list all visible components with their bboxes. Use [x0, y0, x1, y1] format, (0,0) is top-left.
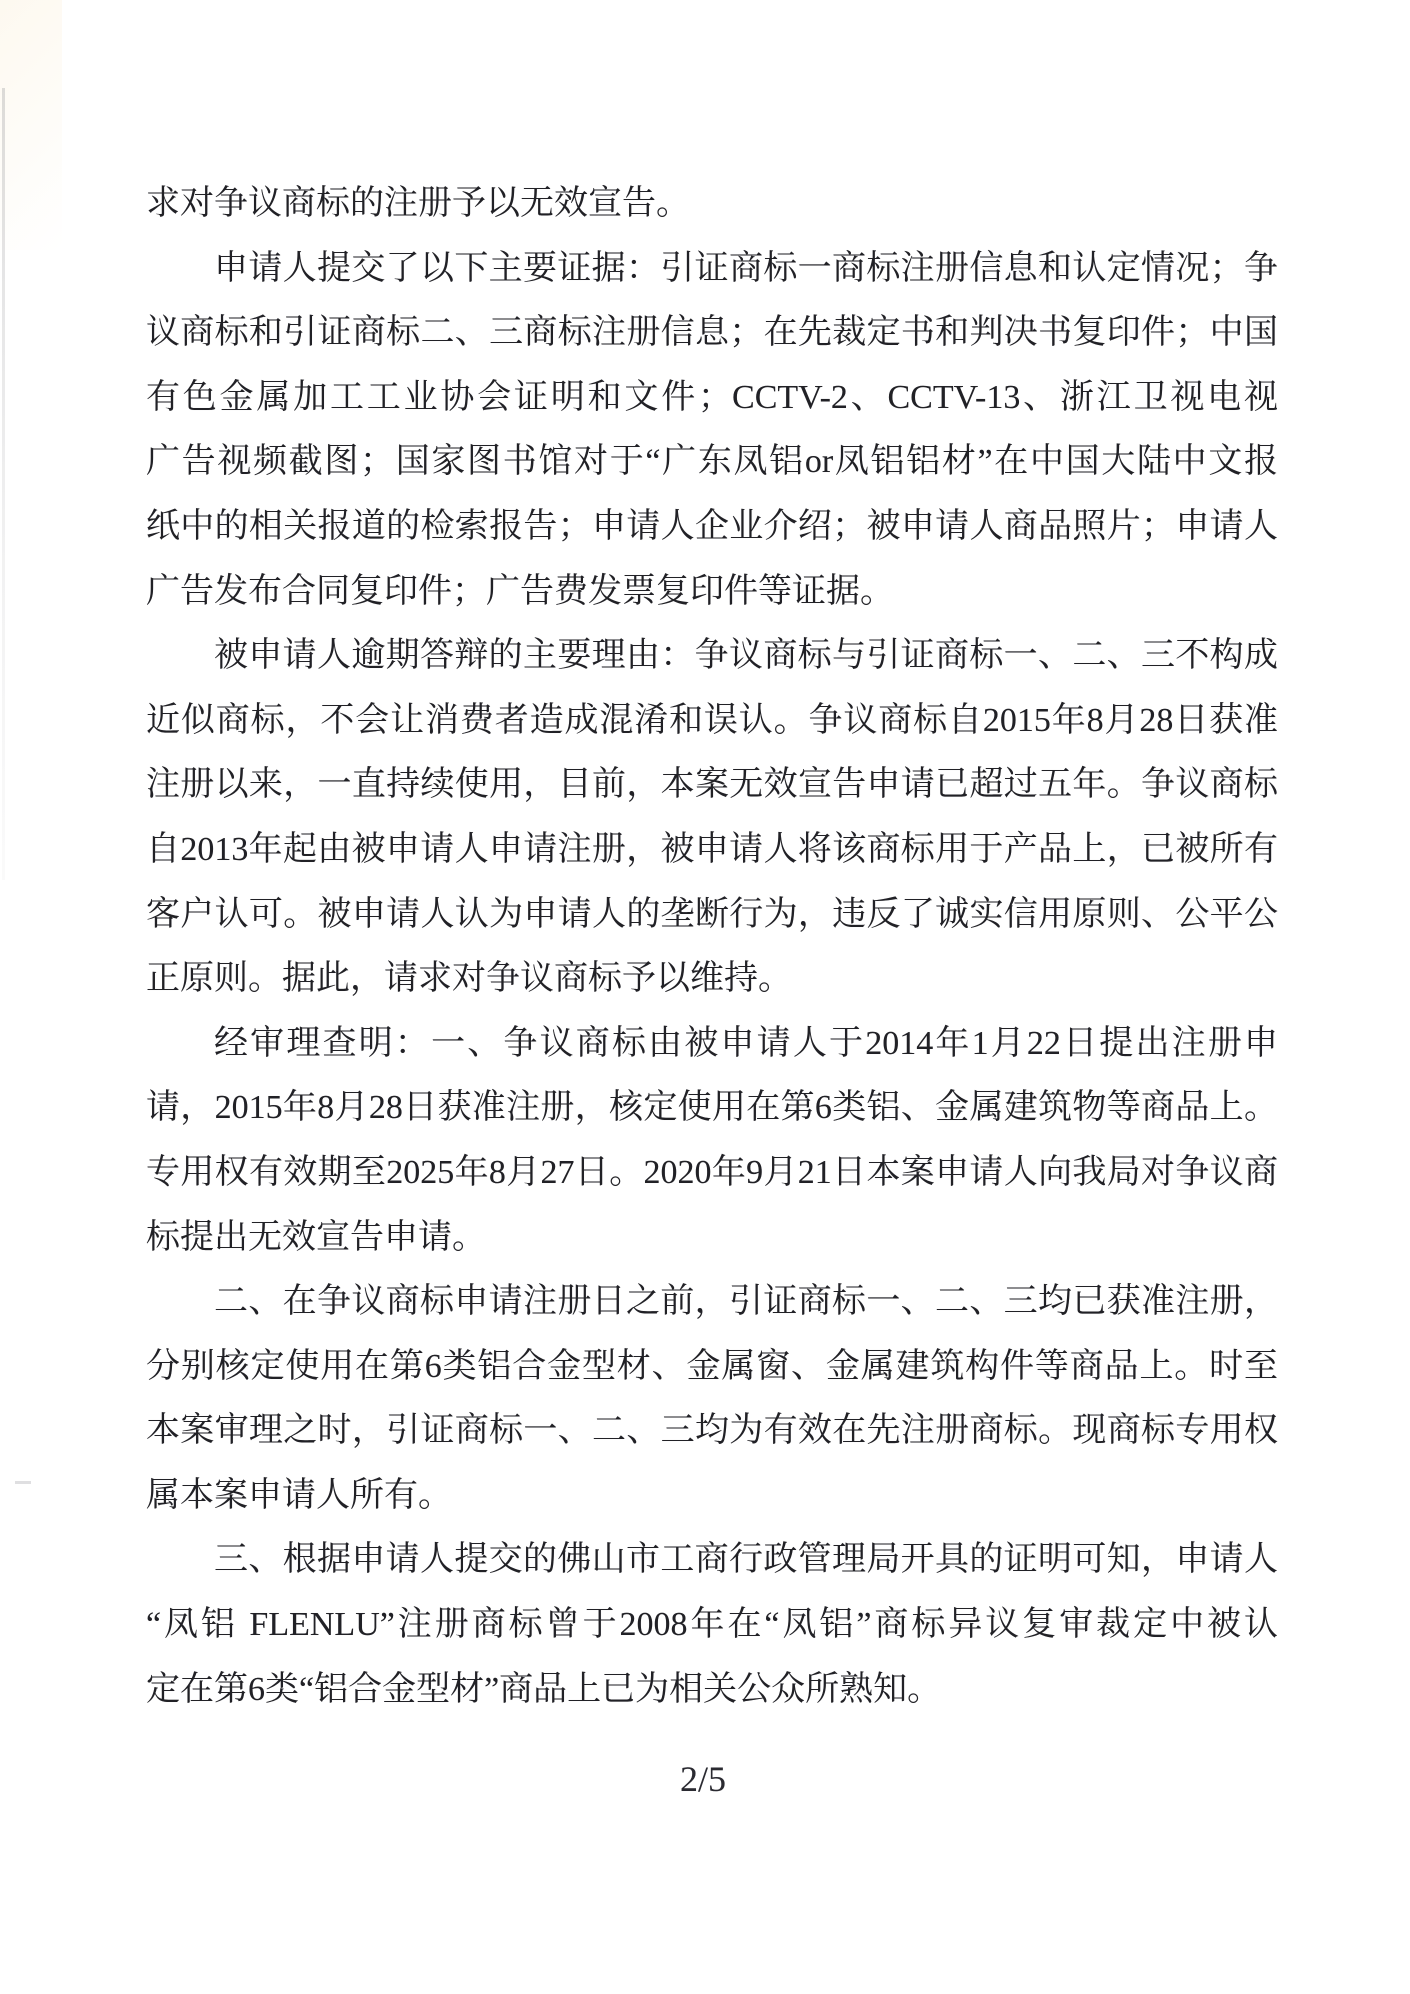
text-line: 经审理查明：一、争议商标由被申请人于2014年1月22日提出注册申	[214, 1024, 1278, 1062]
text-line: 广告视频截图；国家图书馆对于“广东凤铝or凤铝铝材”在中国大陆中文报	[146, 443, 1278, 481]
text-line: 标提出无效宣告申请。	[146, 1218, 486, 1256]
text-line: 被申请人逾期答辩的主要理由：争议商标与引证商标一、二、三不构成	[214, 637, 1278, 675]
text-line: 有色金属加工工业协会证明和文件；CCTV-2、CCTV-13、浙江卫视电视	[146, 378, 1278, 416]
text-line: 属本案申请人所有。	[146, 1476, 452, 1514]
text-line: 议商标和引证商标二、三商标注册信息；在先裁定书和判决书复印件；中国	[146, 314, 1278, 352]
text-line: 申请人提交了以下主要证据：引证商标一商标注册信息和认定情况；争	[214, 249, 1278, 287]
scan-artifact-corner-tint	[0, 0, 62, 250]
text-line: 三、根据申请人提交的佛山市工商行政管理局开具的证明可知，申请人	[214, 1541, 1278, 1579]
text-line: 二、在争议商标申请注册日之前，引证商标一、二、三均已获准注册，	[214, 1283, 1278, 1321]
text-line: 专用权有效期至2025年8月27日。2020年9月21日本案申请人向我局对争议商	[146, 1153, 1278, 1191]
text-line: 本案审理之时，引证商标一、二、三均为有效在先注册商标。现商标专用权	[146, 1412, 1278, 1450]
text-line: 请，2015年8月28日获准注册，核定使用在第6类铝、金属建筑物等商品上。	[146, 1089, 1278, 1127]
document-body	[146, 172, 1278, 1722]
scan-artifact-small-dash	[15, 1481, 31, 1484]
text-line: 近似商标，不会让消费者造成混淆和误认。争议商标自2015年8月28日获准	[146, 701, 1278, 739]
text-line: 注册以来，一直持续使用，目前，本案无效宣告申请已超过五年。争议商标	[146, 766, 1278, 804]
text-line: 求对争议商标的注册予以无效宣告。	[146, 185, 690, 222]
scan-artifact-left-edge-line	[2, 88, 5, 880]
page-number: 2/5	[679, 1759, 726, 1799]
text-line: 广告发布合同复印件；广告费发票复印件等证据。	[146, 572, 894, 610]
text-line: 正原则。据此，请求对争议商标予以维持。	[146, 960, 792, 998]
text-line: 自2013年起由被申请人申请注册，被申请人将该商标用于产品上，已被所有	[146, 830, 1278, 868]
text-line: 定在第6类“铝合金型材”商品上已为相关公众所熟知。	[146, 1670, 942, 1708]
text-line: “凤铝 FLENLU”注册商标曾于2008年在“凤铝”商标异议复审裁定中被认	[146, 1606, 1278, 1644]
text-line: 分别核定使用在第6类铝合金型材、金属窗、金属建筑构件等商品上。时至	[146, 1347, 1278, 1385]
text-line: 纸中的相关报道的检索报告；申请人企业介绍；被申请人商品照片；申请人	[146, 507, 1278, 545]
text-line: 客户认可。被申请人认为申请人的垄断行为，违反了诚实信用原则、公平公	[146, 895, 1278, 933]
